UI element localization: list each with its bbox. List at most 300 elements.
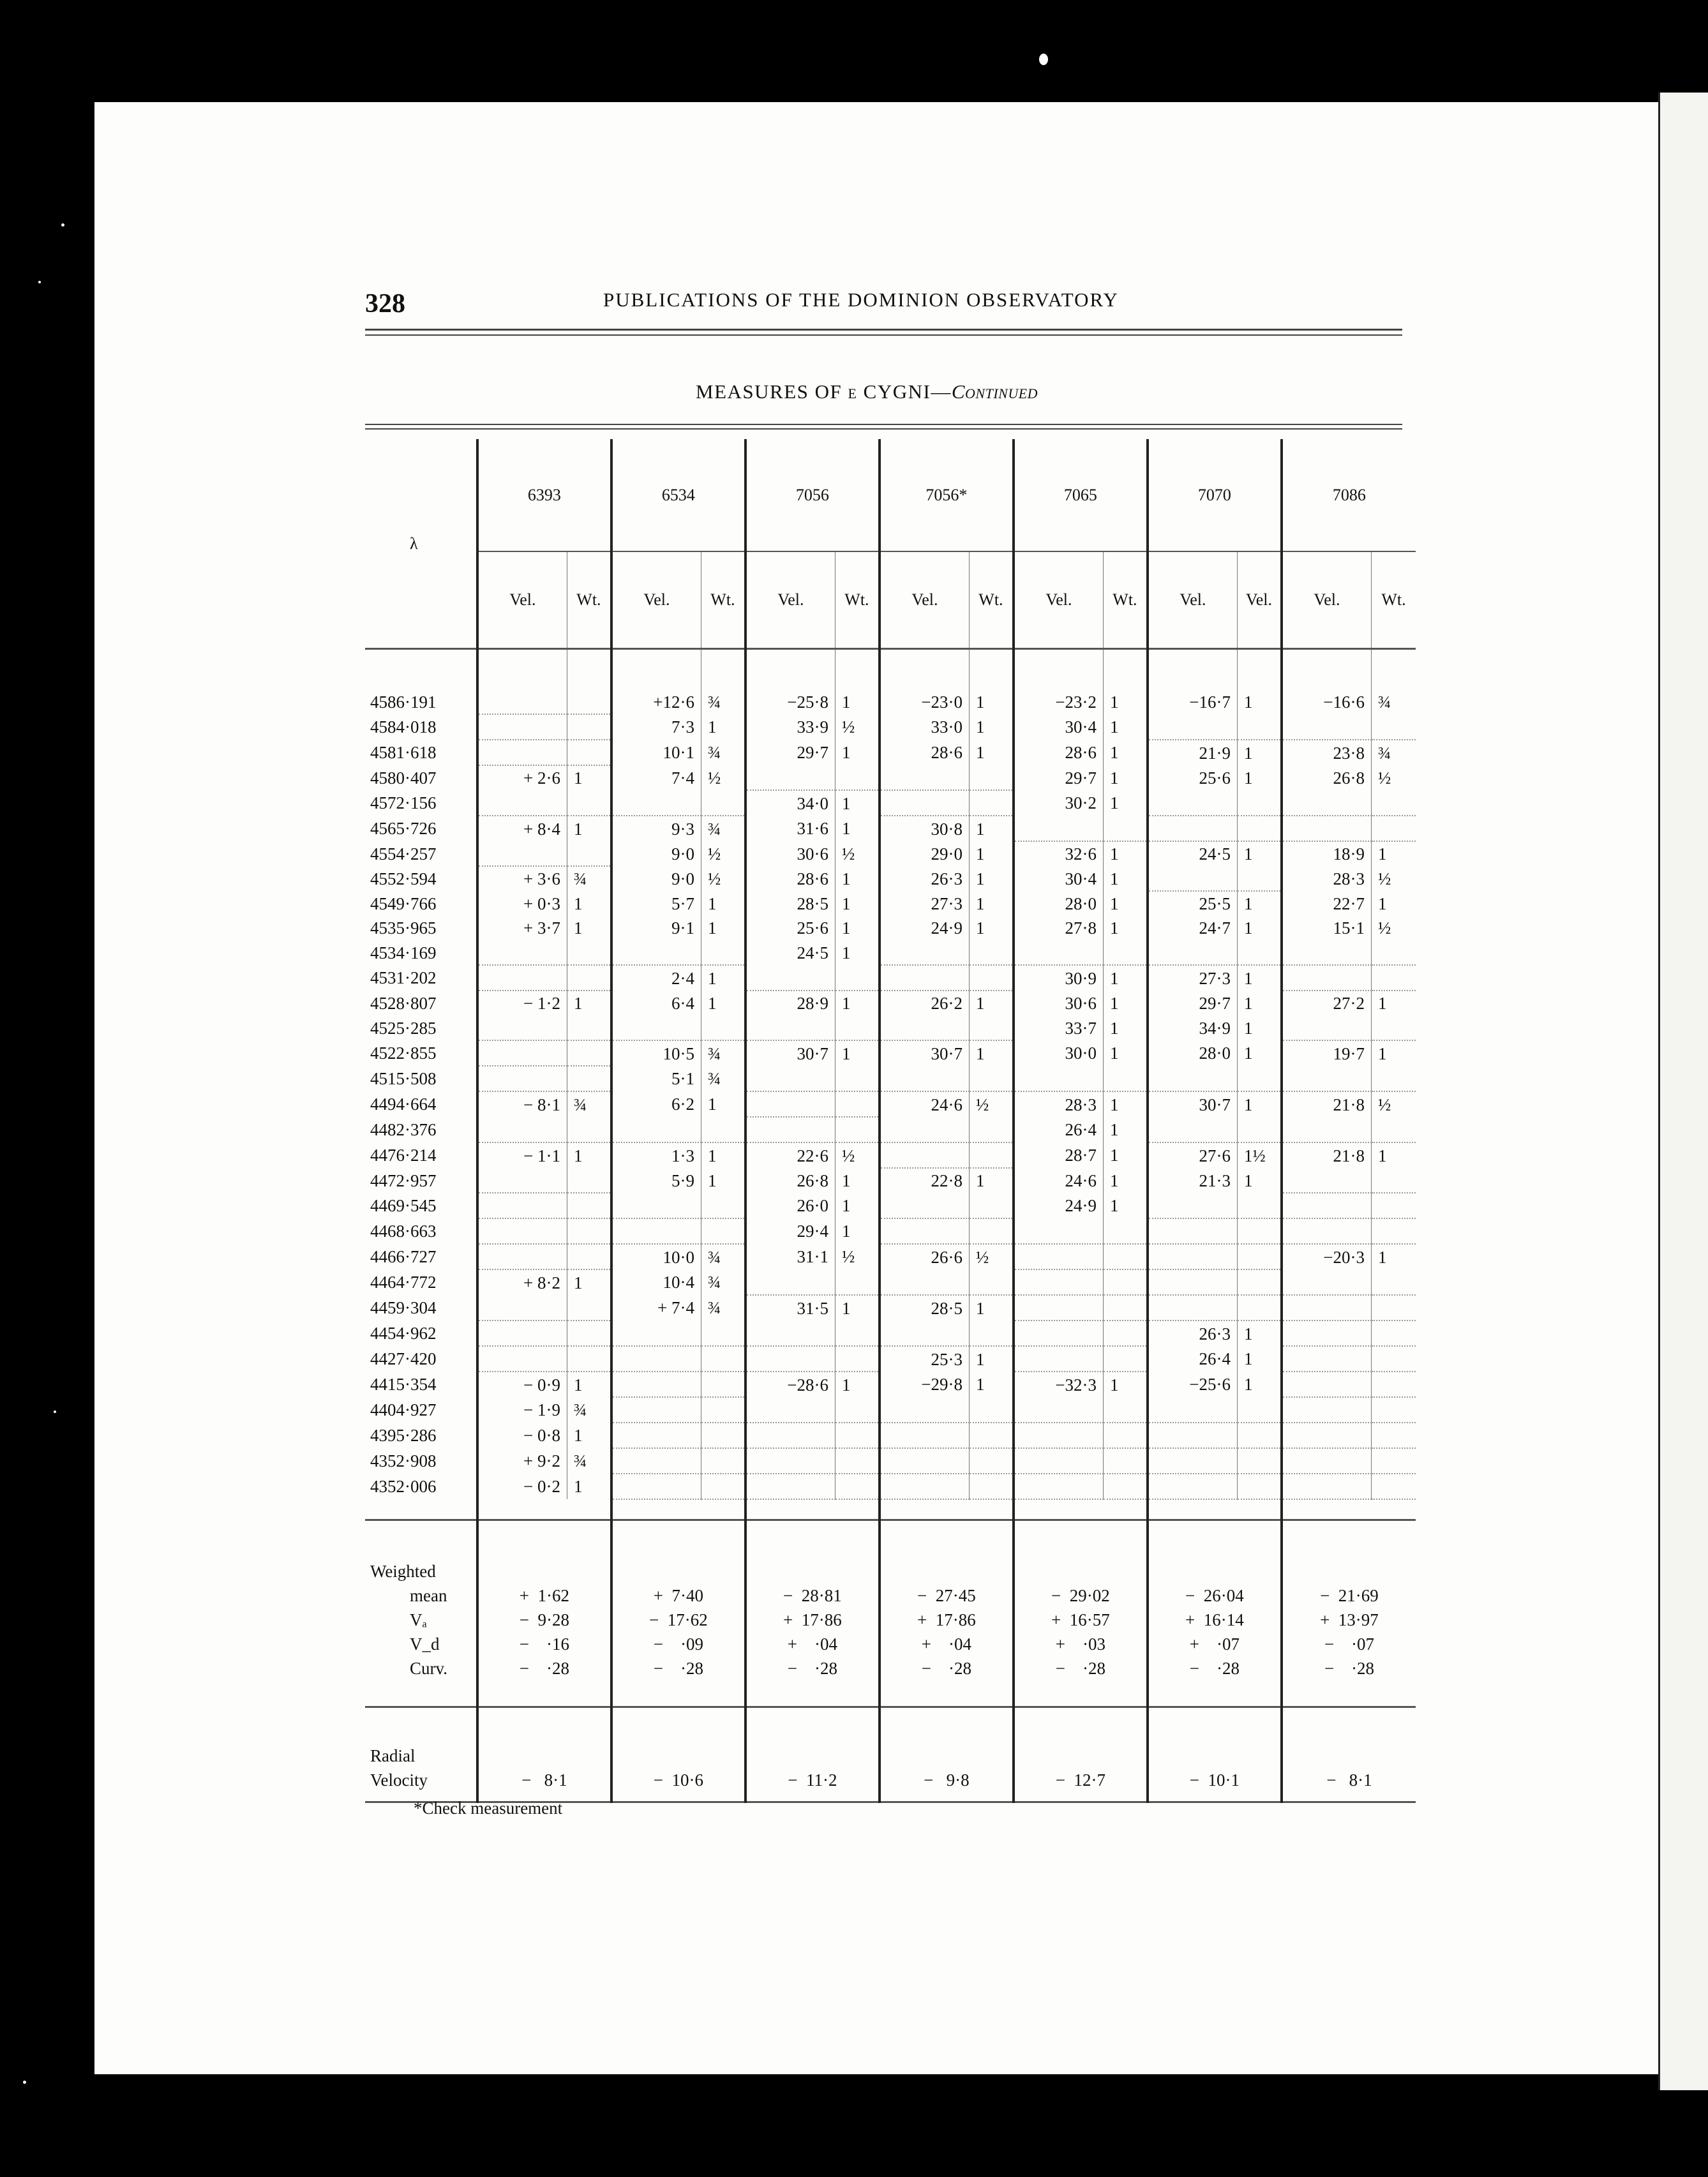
summary-value: − ·28 — [1282, 1656, 1416, 1680]
plate-number: 6393 — [477, 439, 611, 551]
velocity-value: 2·4 — [611, 965, 701, 991]
spacer-cell — [970, 649, 1014, 690]
empty-leader — [701, 1193, 745, 1218]
empty-leader — [1104, 1244, 1148, 1269]
velocity-value: 9·0 — [611, 841, 701, 866]
summary-value: + 13·97 — [1282, 1608, 1416, 1632]
table-row — [365, 740, 1416, 765]
velocity-value: + 8·2 — [477, 1269, 567, 1295]
velocity-value: 30·7 — [745, 1040, 835, 1066]
empty-leader — [1282, 1269, 1372, 1295]
empty-leader — [611, 1397, 701, 1423]
velocity-value: 10·4 — [611, 1269, 701, 1295]
velocity-value: 32·6 — [1014, 841, 1104, 866]
dust-speck — [38, 281, 41, 283]
velocity-value: 30·0 — [1014, 1040, 1104, 1066]
dust-speck — [23, 2081, 26, 2084]
empty-leader — [1148, 714, 1238, 740]
empty-leader — [970, 1117, 1014, 1142]
table-row — [365, 1168, 1416, 1193]
spacer-cell — [1148, 1520, 1282, 1560]
empty-leader — [880, 1117, 970, 1142]
empty-leader — [477, 1346, 567, 1372]
empty-leader — [1104, 1474, 1148, 1499]
empty-leader — [1282, 1066, 1372, 1091]
weight-value: ½ — [1372, 1091, 1416, 1117]
weight-value: ¾ — [567, 866, 611, 891]
velocity-value: 27·3 — [1148, 965, 1238, 991]
spacer-cell — [1282, 1792, 1416, 1802]
velocity-value: 25·6 — [1148, 765, 1238, 790]
weight-value: 1 — [1372, 991, 1416, 1015]
weight-value: 1 — [1104, 891, 1148, 916]
velocity-value: 26·4 — [1148, 1346, 1238, 1372]
empty-leader — [1238, 1269, 1282, 1295]
empty-leader — [1282, 1117, 1372, 1142]
title-rule — [365, 424, 1402, 425]
velocity-value: 18·9 — [1282, 841, 1372, 866]
wavelength: 4531·202 — [370, 968, 437, 987]
table-row — [365, 1372, 1416, 1397]
empty-leader — [880, 765, 970, 790]
velocity-value: 25·6 — [745, 916, 835, 940]
empty-leader — [1104, 940, 1148, 965]
spacer-row — [365, 1707, 1416, 1744]
wavelength: 4482·376 — [370, 1120, 437, 1139]
wavelength: 4404·927 — [370, 1400, 437, 1419]
dust-speck — [54, 1410, 56, 1413]
spacer-cell — [611, 1707, 745, 1744]
summary-value: − ·28 — [1148, 1656, 1282, 1680]
empty-leader — [1372, 1015, 1416, 1040]
empty-leader — [880, 1474, 970, 1499]
page-gutter — [1658, 93, 1660, 2090]
wavelength: 4494·664 — [370, 1095, 437, 1114]
velocity-value: 33·0 — [880, 714, 970, 740]
empty-leader — [835, 1346, 880, 1372]
spacer-cell — [477, 1744, 611, 1768]
empty-leader — [611, 1346, 701, 1372]
empty-leader — [701, 1015, 745, 1040]
spacer-cell — [880, 1559, 1014, 1583]
weight-value: ½ — [701, 765, 745, 790]
empty-leader — [1372, 1448, 1416, 1474]
empty-leader — [835, 1066, 880, 1091]
title-rule-2 — [365, 428, 1402, 430]
spacer-cell — [611, 1744, 745, 1768]
weight-value: 1 — [1238, 965, 1282, 991]
empty-leader — [835, 1448, 880, 1474]
spacer-cell — [1104, 649, 1148, 690]
spacer-cell — [880, 1707, 1014, 1744]
empty-leader — [880, 1218, 970, 1244]
empty-leader — [880, 1015, 970, 1040]
weight-value: 1 — [1104, 991, 1148, 1015]
velocity-value: 7·3 — [611, 714, 701, 740]
empty-leader — [970, 790, 1014, 816]
weight-value: 1 — [970, 816, 1014, 841]
empty-leader — [1372, 1372, 1416, 1397]
weight-value: ¾ — [701, 1244, 745, 1269]
weight-value: 1 — [1104, 1168, 1148, 1193]
empty-leader — [1148, 1066, 1238, 1091]
wt-header: Wt. — [1104, 551, 1148, 649]
weight-value: 1 — [567, 916, 611, 940]
velocity-value: − 0·9 — [477, 1372, 567, 1397]
spacer-cell — [1014, 1499, 1148, 1520]
empty-leader — [970, 1474, 1014, 1499]
weight-value: ½ — [970, 1091, 1014, 1117]
velocity-value: 31·6 — [745, 816, 835, 841]
velocity-value: 31·1 — [745, 1244, 835, 1269]
summary-value: − 17·62 — [611, 1608, 745, 1632]
spacer-cell — [1014, 1559, 1148, 1583]
table-row — [365, 816, 1416, 841]
table-row — [365, 1066, 1416, 1091]
empty-leader — [1282, 1168, 1372, 1193]
weight-value: 1 — [835, 891, 880, 916]
weight-value: 1 — [567, 1372, 611, 1397]
weight-value: 1 — [835, 1372, 880, 1397]
empty-leader — [1282, 940, 1372, 965]
weight-value: 1 — [1104, 1040, 1148, 1066]
wavelength: 4469·545 — [370, 1196, 437, 1215]
velocity-value: 25·5 — [1148, 891, 1238, 916]
weight-value: 1 — [835, 689, 880, 714]
velocity-value: 26·3 — [1148, 1320, 1238, 1346]
empty-leader — [745, 1117, 835, 1142]
empty-leader — [477, 689, 567, 714]
weight-value: ¾ — [701, 1040, 745, 1066]
spacer-cell — [1148, 1680, 1282, 1707]
weight-value: 1 — [701, 1142, 745, 1168]
spacer-cell — [745, 1792, 880, 1802]
wavelength: 4581·618 — [370, 743, 437, 762]
page-number: 328 — [365, 289, 405, 318]
weight-value: 1 — [567, 1423, 611, 1448]
weight-value: 1 — [701, 991, 745, 1015]
weight-value: 1 — [835, 916, 880, 940]
wavelength: 4476·214 — [370, 1146, 437, 1165]
velocity-value: 5·9 — [611, 1168, 701, 1193]
empty-leader — [1372, 1193, 1416, 1218]
empty-leader — [745, 1448, 835, 1474]
spacer-cell — [745, 1559, 880, 1583]
wt-header: Wt. — [970, 551, 1014, 649]
header-rule-2 — [365, 334, 1402, 336]
weight-value: 1 — [835, 1193, 880, 1218]
spacer-cell — [477, 1559, 611, 1583]
empty-leader — [1104, 816, 1148, 841]
table-row — [365, 1269, 1416, 1295]
spacer-cell — [365, 1680, 477, 1707]
table-row — [365, 891, 1416, 916]
spacer-cell — [365, 1499, 477, 1520]
velocity-value: 26·4 — [1014, 1117, 1104, 1142]
wavelength: 4586·191 — [370, 692, 437, 712]
spacer-cell — [1282, 1559, 1416, 1583]
spacer-cell — [1282, 1520, 1416, 1560]
velocity-value: 30·7 — [1148, 1091, 1238, 1117]
empty-leader — [1238, 1448, 1282, 1474]
wavelength: 4552·594 — [370, 869, 437, 888]
summary-value: − ·28 — [745, 1656, 880, 1680]
wavelength: 4525·285 — [370, 1018, 437, 1038]
velocity-value: 24·6 — [880, 1091, 970, 1117]
velocity-value: 30·4 — [1014, 866, 1104, 891]
weight-value: 1 — [1238, 1372, 1282, 1397]
wavelength: 4572·156 — [370, 793, 437, 812]
velocity-value: 10·1 — [611, 740, 701, 765]
empty-leader — [835, 1397, 880, 1423]
empty-leader — [1372, 1474, 1416, 1499]
empty-leader — [1148, 1448, 1238, 1474]
empty-leader — [835, 765, 880, 790]
wavelength: 4352·006 — [370, 1477, 437, 1496]
wt-header: Wt. — [835, 551, 880, 649]
summary-label: Weighted — [370, 1562, 436, 1581]
velocity-value: 24·5 — [745, 940, 835, 965]
spacer-cell — [880, 1792, 1014, 1802]
velocity-value: −25·6 — [1148, 1372, 1238, 1397]
wavelength: 4528·807 — [370, 993, 437, 1013]
spacer-cell — [477, 1680, 611, 1707]
empty-leader — [1238, 1295, 1282, 1320]
weight-value: 1 — [835, 1295, 880, 1320]
radial-row — [365, 1768, 1416, 1792]
velocity-value: 26·8 — [1282, 765, 1372, 790]
plate-number: 6534 — [611, 439, 745, 551]
table-row — [365, 689, 1416, 714]
weight-value: 1 — [567, 891, 611, 916]
measures-table — [365, 439, 1416, 1803]
spacer-cell — [745, 1744, 880, 1768]
empty-leader — [1372, 790, 1416, 816]
empty-leader — [880, 1066, 970, 1091]
weight-value: 1 — [835, 940, 880, 965]
wavelength: 4534·169 — [370, 943, 437, 962]
velocity-value: 27·8 — [1014, 916, 1104, 940]
table-row — [365, 1091, 1416, 1117]
weight-value: 1 — [1104, 1117, 1148, 1142]
weight-value: 1 — [1372, 841, 1416, 866]
empty-leader — [567, 740, 611, 765]
velocity-value: −23·0 — [880, 689, 970, 714]
empty-leader — [745, 765, 835, 790]
velocity-value: −25·8 — [745, 689, 835, 714]
empty-leader — [1014, 940, 1104, 965]
empty-leader — [567, 714, 611, 740]
empty-leader — [880, 1142, 970, 1168]
empty-leader — [1282, 1346, 1372, 1372]
empty-leader — [1104, 1320, 1148, 1346]
table-row — [365, 790, 1416, 816]
empty-leader — [745, 1423, 835, 1448]
empty-leader — [567, 790, 611, 816]
summary-row — [365, 1559, 1416, 1583]
summary-row — [365, 1608, 1416, 1632]
spacer-cell — [611, 1559, 745, 1583]
weight-value: 1 — [1238, 991, 1282, 1015]
empty-leader — [1238, 866, 1282, 891]
velocity-value: 28·3 — [1282, 866, 1372, 891]
empty-leader — [701, 1448, 745, 1474]
spacer-cell — [1282, 1680, 1416, 1707]
summary-label: mean — [410, 1586, 447, 1605]
empty-leader — [1148, 816, 1238, 841]
weight-value: 1 — [970, 1372, 1014, 1397]
spacer-cell — [1238, 649, 1282, 690]
weight-value: 1 — [1238, 841, 1282, 866]
spacer-cell — [701, 649, 745, 690]
lambda-header: λ — [365, 439, 477, 649]
spacer-cell — [745, 1680, 880, 1707]
empty-leader — [477, 1320, 567, 1346]
wt-header: Wt. — [567, 551, 611, 649]
velocity-value: − 0·2 — [477, 1474, 567, 1499]
wavelength: 4522·855 — [370, 1044, 437, 1063]
wt-header: Vel. — [1238, 551, 1282, 649]
weight-value: 1 — [701, 965, 745, 991]
empty-leader — [1148, 940, 1238, 965]
empty-leader — [1014, 1269, 1104, 1295]
empty-leader — [745, 1320, 835, 1346]
velocity-value: 6·2 — [611, 1091, 701, 1117]
velocity-value: 29·7 — [745, 740, 835, 765]
spacer-cell — [477, 1707, 611, 1744]
wavelength: 4454·962 — [370, 1324, 437, 1343]
velocity-value: 23·8 — [1282, 740, 1372, 765]
velocity-value: 28·3 — [1014, 1091, 1104, 1117]
empty-leader — [1282, 790, 1372, 816]
table-row — [365, 866, 1416, 891]
velocity-value: 28·0 — [1014, 891, 1104, 916]
empty-leader — [611, 1015, 701, 1040]
empty-leader — [477, 1117, 567, 1142]
empty-leader — [970, 1193, 1014, 1218]
empty-leader — [880, 1193, 970, 1218]
velocity-value: 30·4 — [1014, 714, 1104, 740]
empty-leader — [1372, 816, 1416, 841]
summary-value: − 28·81 — [745, 1583, 880, 1608]
empty-leader — [701, 1346, 745, 1372]
wavelength: 4554·257 — [370, 844, 437, 864]
summary-value: + 1·62 — [477, 1583, 611, 1608]
plate-number: 7056* — [880, 439, 1014, 551]
weight-value: 1 — [835, 740, 880, 765]
weight-value: 1 — [567, 991, 611, 1015]
table-row — [365, 965, 1416, 991]
velocity-value: 30·6 — [1014, 991, 1104, 1015]
empty-leader — [701, 1117, 745, 1142]
wavelength: 4468·663 — [370, 1222, 437, 1241]
velocity-value: +12·6 — [611, 689, 701, 714]
spacer-cell — [1282, 649, 1372, 690]
table-row — [365, 1218, 1416, 1244]
spacer-cell — [1014, 1707, 1148, 1744]
velocity-value: 26·0 — [745, 1193, 835, 1218]
empty-leader — [1104, 1397, 1148, 1423]
velocity-value: −20·3 — [1282, 1244, 1372, 1269]
weight-value: 1 — [1238, 1091, 1282, 1117]
spacer-cell — [880, 1499, 1014, 1520]
spacer-cell — [1014, 1792, 1148, 1802]
spacer-cell — [880, 1520, 1014, 1560]
radial-velocity-value: − 11·2 — [745, 1768, 880, 1792]
vel-header: Vel. — [880, 551, 970, 649]
empty-leader — [1372, 1320, 1416, 1346]
spacer-cell — [1282, 1707, 1416, 1744]
wt-header: Wt. — [701, 551, 745, 649]
empty-leader — [611, 1448, 701, 1474]
empty-leader — [970, 940, 1014, 965]
wavelength: 4580·407 — [370, 768, 437, 788]
weight-value: 1 — [701, 891, 745, 916]
table-row — [365, 991, 1416, 1015]
table-row — [365, 1142, 1416, 1168]
empty-leader — [1372, 1346, 1416, 1372]
summary-value: − 29·02 — [1014, 1583, 1148, 1608]
empty-leader — [1148, 1397, 1238, 1423]
weight-value: 1 — [970, 866, 1014, 891]
empty-leader — [567, 1040, 611, 1066]
empty-leader — [970, 1142, 1014, 1168]
wavelength: 4472·957 — [370, 1171, 437, 1190]
wavelength: 4565·726 — [370, 819, 437, 838]
velocity-value: 27·2 — [1282, 991, 1372, 1015]
empty-leader — [477, 1218, 567, 1244]
empty-leader — [701, 790, 745, 816]
weight-value: 1 — [1372, 1040, 1416, 1066]
empty-leader — [1238, 1244, 1282, 1269]
facing-page-edge — [1659, 93, 1708, 2090]
wavelength: 4535·965 — [370, 918, 437, 938]
empty-leader — [880, 940, 970, 965]
weight-value: 1 — [970, 916, 1014, 940]
empty-leader — [1104, 1066, 1148, 1091]
summary-value: − 26·04 — [1148, 1583, 1282, 1608]
empty-leader — [477, 714, 567, 740]
empty-leader — [701, 1372, 745, 1397]
empty-leader — [567, 940, 611, 965]
empty-leader — [1238, 1397, 1282, 1423]
velocity-value: 24·7 — [1148, 916, 1238, 940]
velocity-value: 24·5 — [1148, 841, 1238, 866]
empty-leader — [611, 790, 701, 816]
weight-value: 1 — [835, 790, 880, 816]
empty-leader — [567, 1193, 611, 1218]
velocity-value: 9·0 — [611, 866, 701, 891]
velocity-value: −29·8 — [880, 1372, 970, 1397]
weight-value: 1 — [567, 1269, 611, 1295]
weight-value: 1 — [1104, 1015, 1148, 1040]
empty-leader — [1282, 1397, 1372, 1423]
spacer-cell — [1014, 1680, 1148, 1707]
empty-leader — [835, 1269, 880, 1295]
empty-leader — [1282, 1372, 1372, 1397]
velocity-value: −16·6 — [1282, 689, 1372, 714]
table-title: MEASURES OF ε CYGNI—Continued — [696, 380, 1038, 403]
empty-leader — [970, 1397, 1014, 1423]
table-row — [365, 1448, 1416, 1474]
velocity-value: 15·1 — [1282, 916, 1372, 940]
empty-leader — [567, 1295, 611, 1320]
weight-value: 1 — [1104, 714, 1148, 740]
summary-value: + 17·86 — [880, 1608, 1014, 1632]
weight-value: 1 — [1238, 1320, 1282, 1346]
weight-value: ¾ — [1372, 689, 1416, 714]
weight-value: 1 — [835, 1040, 880, 1066]
